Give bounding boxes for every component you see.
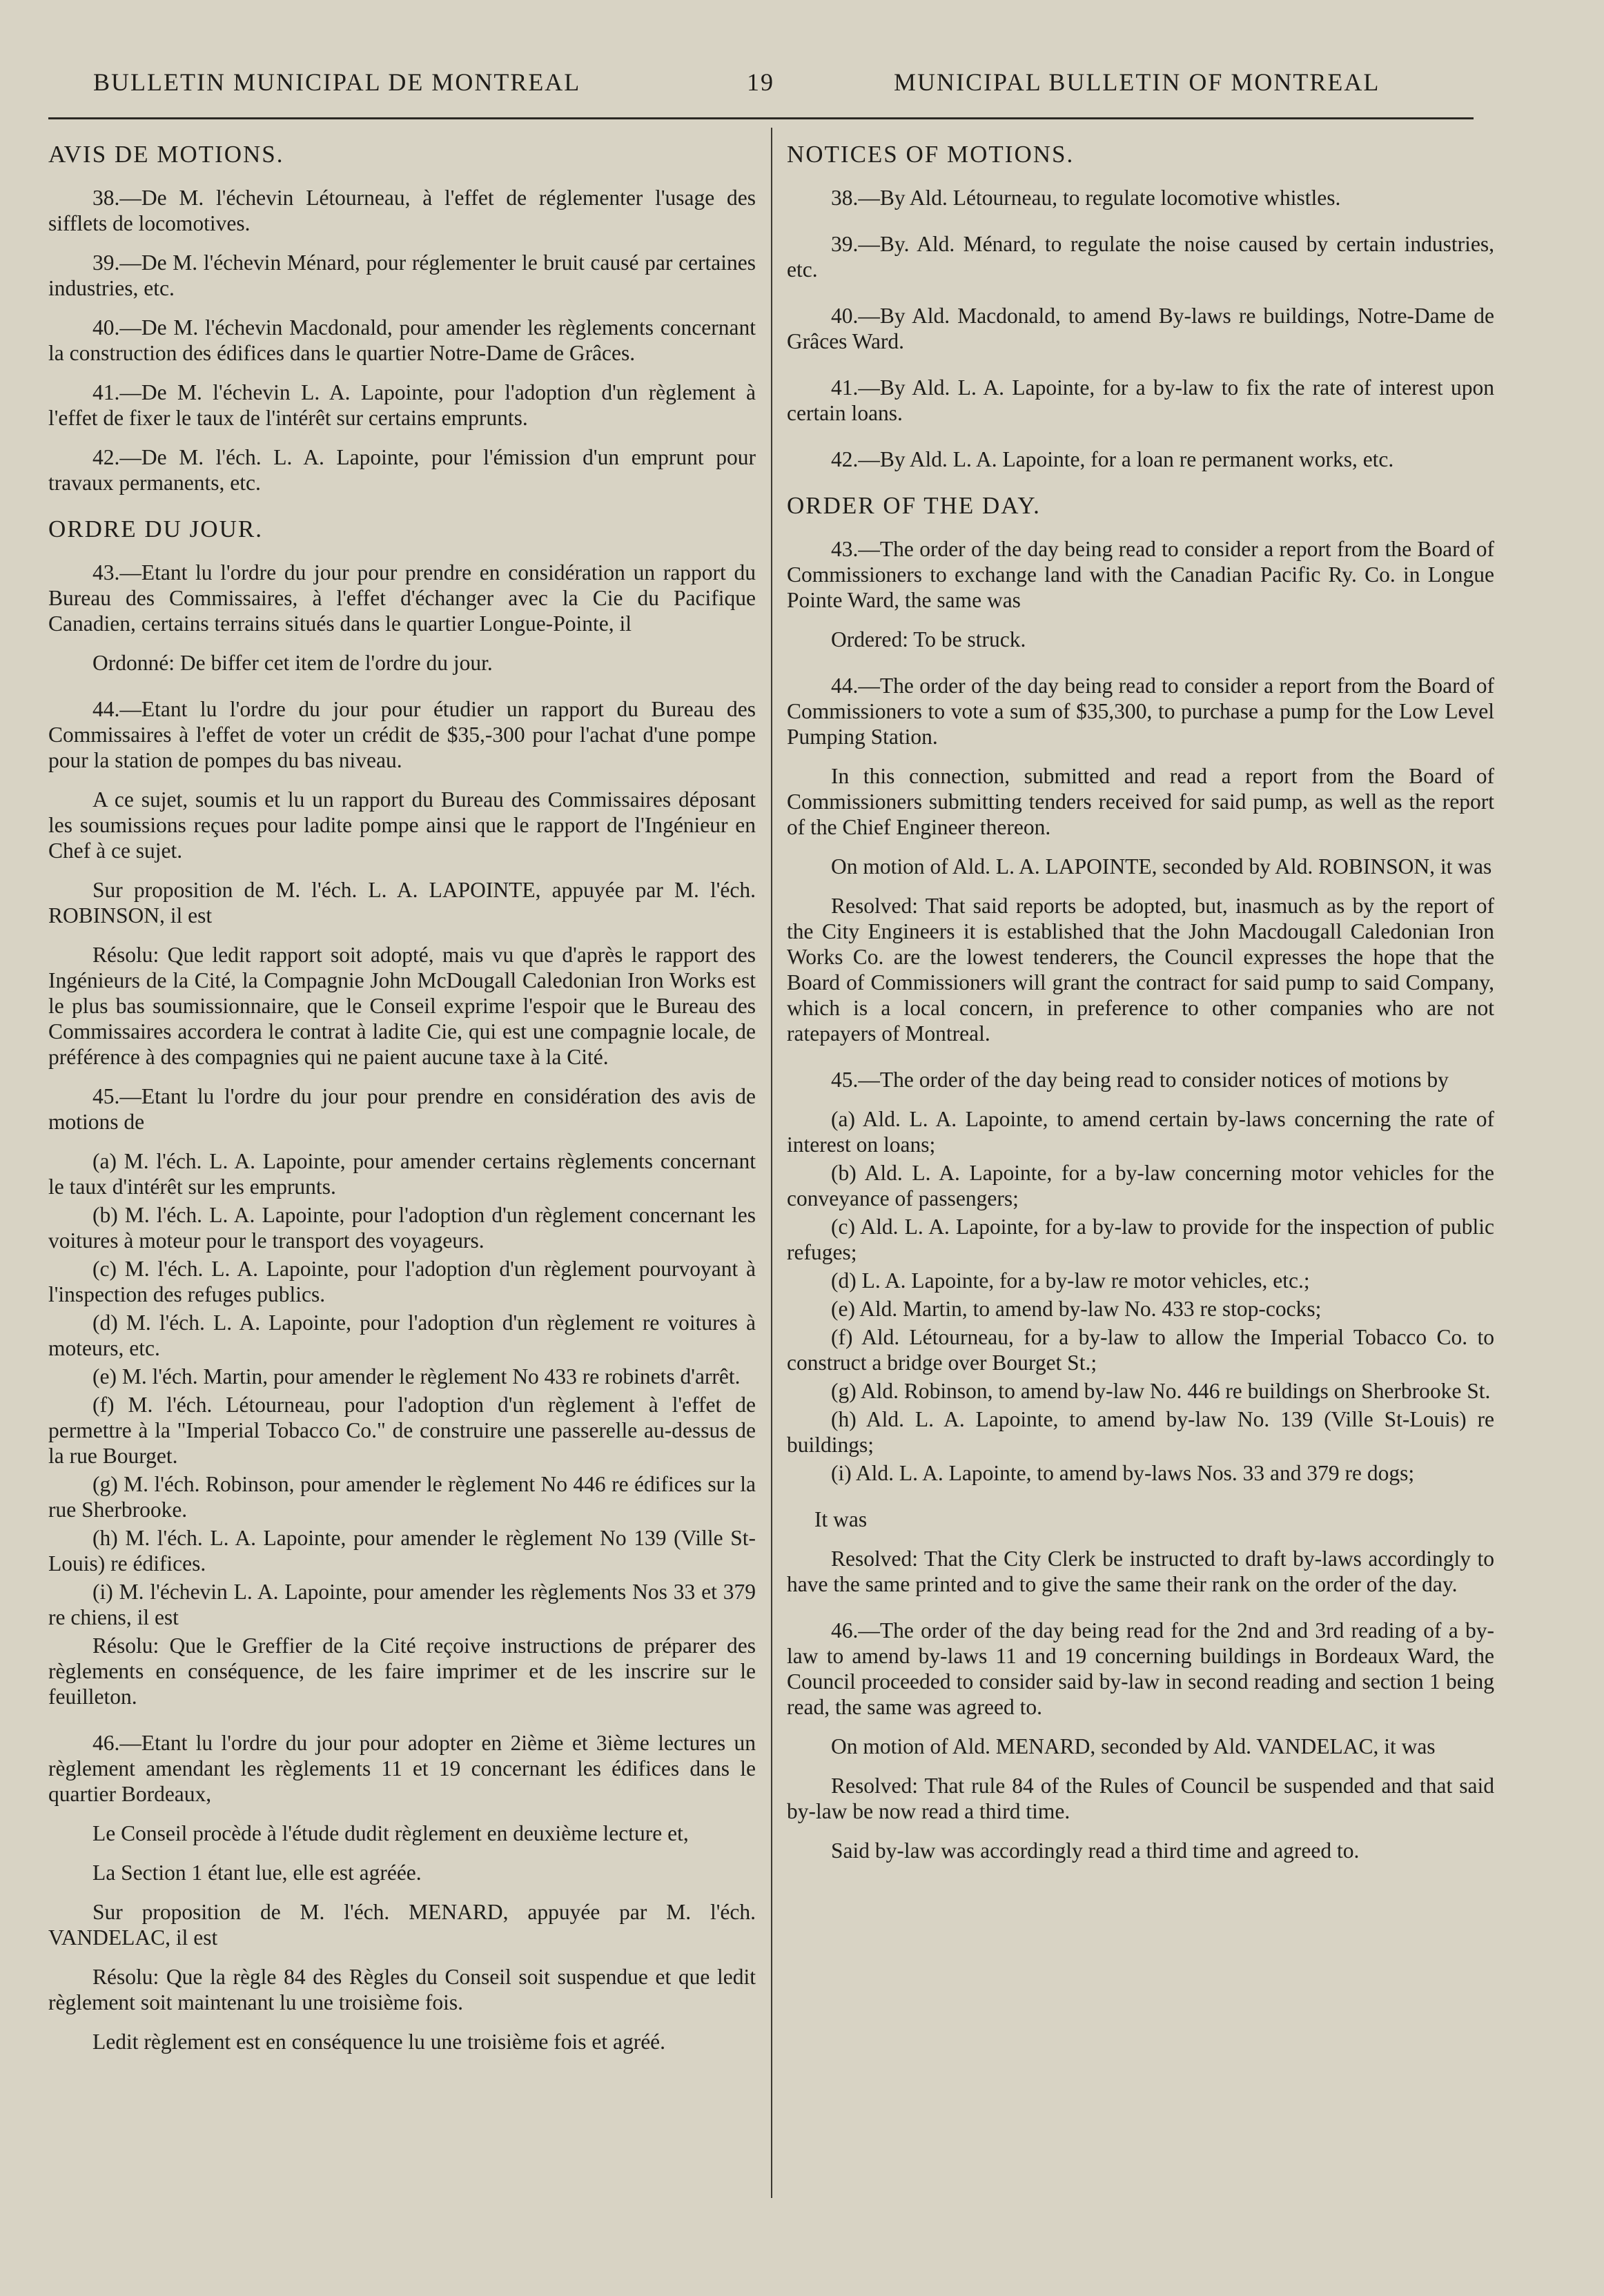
item-45-resolved-fr: Résolu: Que le Greffier de la Cité reçoive instructions de préparer des règlements en conséquence, de les faire imprimer et de les inscrire sur le feuilleton. [48, 1633, 756, 1709]
item-45-g-en: (g) Ald. Robinson, to amend by-law No. 446 re buildings on Sherbrooke St. [831, 1379, 1491, 1403]
item-45-g-fr: (g) M. l'éch. Robinson, pour amender le règlement No 446 re édifices sur la rue Sherbrooke. [48, 1472, 756, 1522]
section-title-order-fr: ORDRE DU JOUR. [48, 516, 263, 542]
item-44-resolved-en: Resolved: That said reports be adopted, but, inasmuch as by the report of the City Engineers it is established that the John Macdougall Caledonian Iron Works Co. are the lowest tenderers, the Council expresses the hope that the Board of Commissioners will grant the contract for said pump to said Company, which is a local concern, in preference to other companies who are not ratepayers of Montreal. [787, 894, 1494, 1046]
english-column [787, 141, 1494, 1877]
item-44-motion-en: On motion of Ald. L. A. LAPOINTE, seconded by Ald. ROBINSON, it was [831, 854, 1492, 879]
motion-40-en: 40.—By Ald. Macdonald, to amend By-laws re buildings, Notre-Dame de Grâces Ward. [787, 304, 1494, 353]
item-45-en: 45.—The order of the day being read to consider notices of motions by [831, 1068, 1449, 1092]
motion-39-en: 39.—By. Ald. Ménard, to regulate the noise caused by certain industries, etc. [787, 232, 1494, 282]
item-43-ordered-fr: Ordonné: De biffer cet item de l'ordre du jour. [92, 651, 493, 675]
item-46-section-fr: La Section 1 étant lue, elle est agréée. [92, 1861, 422, 1885]
item-43-en: 43.—The order of the day being read to consider a report from the Board of Commissioners to exchange land with the Canadian Pacific Ry. Co. in Longue Pointe Ward, the same was [787, 537, 1494, 612]
item-45-b-fr: (b) M. l'éch. L. A. Lapointe, pour l'adoption d'un règlement concernant les voitures à moteur pour le transport des voyageurs. [48, 1203, 756, 1253]
item-43-fr: 43.—Etant lu l'ordre du jour pour prendre en considération un rapport du Bureau des Commissaires, à l'effet d'échanger avec la Cie du Pacifique Canadien, certains terrains situés dans le quartier Longue-Pointe, il [48, 560, 756, 636]
item-45-a-fr: (a) M. l'éch. L. A. Lapointe, pour amender certains règlements concernant le taux d'intérêt sur les emprunts. [48, 1149, 756, 1199]
item-45-b-en: (b) Ald. L. A. Lapointe, for a by-law concerning motor vehicles for the conveyance of passengers; [787, 1161, 1494, 1210]
item-44-motion-fr: Sur proposition de M. l'éch. L. A. LAPOINTE, appuyée par M. l'éch. ROBINSON, il est [48, 878, 756, 928]
item-46-final-fr: Ledit règlement est en conséquence lu une troisième fois et agréé. [92, 2030, 666, 2054]
motion-40-fr: 40.—De M. l'échevin Macdonald, pour amender les règlements concernant la construction des édifices dans le quartier Notre-Dame de Grâces. [48, 315, 756, 365]
item-46-final-en: Said by-law was accordingly read a third time and agreed to. [831, 1838, 1360, 1863]
item-44-submitted-en: In this connection, submitted and read a report from the Board of Commissioners submitting tenders received for said pump, as well as the report of the Chief Engineer thereon. [787, 764, 1494, 839]
motion-38-fr: 38.—De M. l'échevin Létourneau, à l'effet de réglementer l'usage des sifflets de locomotives. [48, 186, 756, 235]
page-header [0, 61, 1604, 109]
item-46-en: 46.—The order of the day being read for the 2nd and 3rd reading of a by-law to amend by-laws 11 and 19 concerning buildings in Bordeaux Ward, the Council proceeded to consider said by-law in second reading and section 1 being read, the same was agreed to. [787, 1618, 1494, 1719]
item-44-resolved-fr: Résolu: Que ledit rapport soit adopté, mais vu que d'après le rapport des Ingénieurs de la Cité, la Compagnie John McDougall Caledonian Iron Works est le plus bas soumissionnaire, que le Conseil exprime l'espoir que le Bureau des Commissaires accordera le contrat à ladite Cie, qui est une compagnie locale, de préférence à des compagnies qui ne paient aucune taxe à la Cité. [48, 943, 756, 1069]
motion-42-en: 42.—By Ald. L. A. Lapointe, for a loan re permanent works, etc. [831, 447, 1394, 471]
item-46-resolved-fr: Résolu: Que la règle 84 des Règles du Conseil soit suspendue et que ledit règlement soit maintenant lu une troisième fois. [48, 1965, 756, 2014]
item-46-motion-en: On motion of Ald. MENARD, seconded by Ald. VANDELAC, it was [831, 1734, 1436, 1758]
french-column [48, 141, 756, 2068]
item-45-d-fr: (d) M. l'éch. L. A. Lapointe, pour l'adoption d'un règlement re voitures à moteurs, etc. [48, 1311, 756, 1360]
item-45-f-fr: (f) M. l'éch. Létourneau, pour l'adoption d'un règlement à l'effet de permettre à la "Imperial Tobacco Co." de construire une passerelle au-dessus de la rue Bourget. [48, 1393, 756, 1468]
section-title-motions-fr: AVIS DE MOTIONS. [48, 141, 284, 168]
item-45-a-en: (a) Ald. L. A. Lapointe, to amend certain by-laws concerning the rate of interest on loans; [787, 1107, 1494, 1157]
item-46-resolved-en: Resolved: That rule 84 of the Rules of Council be suspended and that said by-law be now read a third time. [787, 1774, 1494, 1823]
item-45-itwas-en: It was [814, 1507, 868, 1531]
item-45-f-en: (f) Ald. Létourneau, for a by-law to allow the Imperial Tobacco Co. to construct a bridge over Bourget St.; [787, 1325, 1494, 1375]
item-45-i-fr: (i) M. l'échevin L. A. Lapointe, pour amender les règlements Nos 33 et 379 re chiens, il est [48, 1580, 756, 1629]
motion-41-fr: 41.—De M. l'échevin L. A. Lapointe, pour l'adoption d'un règlement à l'effet de fixer le taux de l'intérêt sur certains emprunts. [48, 380, 756, 430]
item-44-en: 44.—The order of the day being read to consider a report from the Board of Commissioners to vote a sum of $35,300, to purchase a pump for the Low Level Pumping Station. [787, 674, 1494, 749]
section-title-motions-en: NOTICES OF MOTIONS. [787, 141, 1075, 168]
item-44-fr: 44.—Etant lu l'ordre du jour pour étudier un rapport du Bureau des Commissaires à l'effet de voter un crédit de $35,-300 pour l'achat d'une pompe pour la station de pompes du bas niveau. [48, 697, 756, 772]
item-45-h-fr: (h) M. l'éch. L. A. Lapointe, pour amender le règlement No 139 (Ville St-Louis) re édifices. [48, 1526, 756, 1576]
page-number: 19 [747, 68, 774, 96]
header-french-title: BULLETIN MUNICIPAL DE MONTREAL [93, 68, 581, 96]
header-rule [48, 117, 1474, 119]
motion-41-en: 41.—By Ald. L. A. Lapointe, for a by-law to fix the rate of interest upon certain loans. [787, 375, 1494, 425]
item-46-fr: 46.—Etant lu l'ordre du jour pour adopter en 2ième et 3ième lectures un règlement amendant les règlements 11 et 19 concernant les édifices dans le quartier Bordeaux, [48, 1731, 756, 1806]
item-46-motion-fr: Sur proposition de M. l'éch. MENARD, appuyée par M. l'éch. VANDELAC, il est [48, 1900, 756, 1950]
motion-42-fr: 42.—De M. l'éch. L. A. Lapointe, pour l'émission d'un emprunt pour travaux permanents, etc. [48, 445, 756, 495]
item-45-c-en: (c) Ald. L. A. Lapointe, for a by-law to provide for the inspection of public refuges; [787, 1215, 1494, 1264]
item-45-h-en: (h) Ald. L. A. Lapointe, to amend by-law No. 139 (Ville St-Louis) re buildings; [787, 1407, 1494, 1457]
item-45-i-en: (i) Ald. L. A. Lapointe, to amend by-laws Nos. 33 and 379 re dogs; [831, 1461, 1415, 1485]
item-45-e-fr: (e) M. l'éch. Martin, pour amender le règlement No 433 re robinets d'arrêt. [92, 1364, 741, 1389]
item-46-study-fr: Le Conseil procède à l'étude dudit règlement en deuxième lecture et, [92, 1821, 689, 1845]
item-45-c-fr: (c) M. l'éch. L. A. Lapointe, pour l'adoption d'un règlement pourvoyant à l'inspection des refuges publics. [48, 1257, 756, 1306]
item-45-d-en: (d) L. A. Lapointe, for a by-law re motor vehicles, etc.; [831, 1268, 1310, 1293]
motion-39-fr: 39.—De M. l'échevin Ménard, pour réglementer le bruit causé par certaines industries, etc. [48, 251, 756, 300]
item-45-e-en: (e) Ald. Martin, to amend by-law No. 433 re stop-cocks; [831, 1297, 1322, 1321]
motion-38-en: 38.—By Ald. Létourneau, to regulate locomotive whistles. [831, 186, 1341, 210]
item-45-fr: 45.—Etant lu l'ordre du jour pour prendre en considération des avis de motions de [48, 1084, 756, 1134]
item-44-submitted-fr: A ce sujet, soumis et lu un rapport du Bureau des Commissaires déposant les soumissions reçues pour ladite pompe ainsi que le rapport de l'Ingénieur en Chef à ce sujet. [48, 787, 756, 863]
column-divider [771, 128, 772, 2198]
item-45-resolved-en: Resolved: That the City Clerk be instructed to draft by-laws accordingly to have the same printed and to give the same their rank on the order of the day. [787, 1547, 1494, 1596]
item-43-ordered-en: Ordered: To be struck. [831, 627, 1026, 651]
header-english-title: MUNICIPAL BULLETIN OF MONTREAL [894, 68, 1380, 96]
section-title-order-en: ORDER OF THE DAY. [787, 492, 1041, 519]
